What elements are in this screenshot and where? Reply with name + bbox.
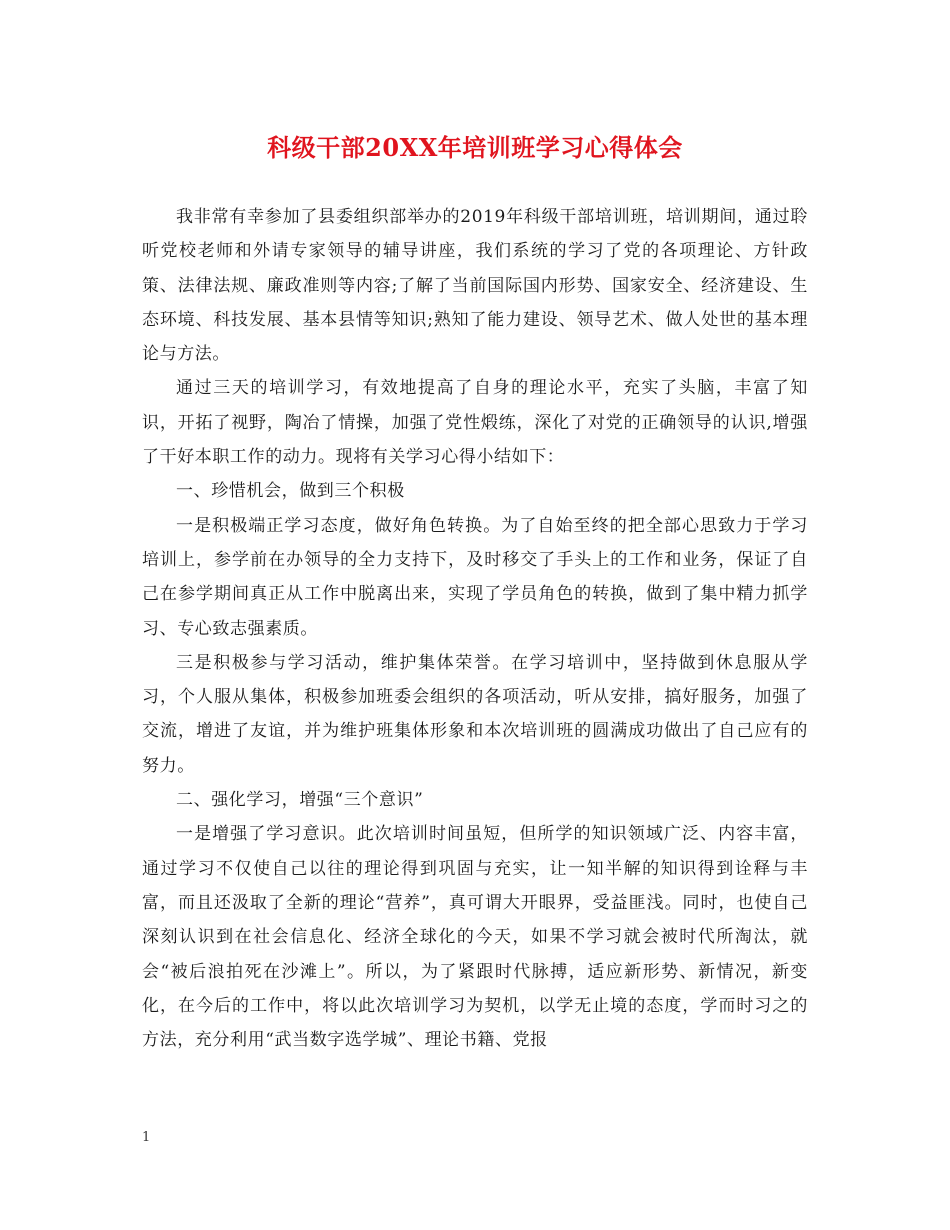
document-title: 科级干部20XX年培训班学习心得体会 (267, 133, 683, 162)
section-heading-1: 一、珍惜机会，做到三个积极 (176, 481, 405, 502)
paragraph-intro: 我非常有幸参加了县委组织部举办的2019年科级干部培训班，培训期间，通过聆听党校老师和外请专家领导的辅导讲座，我们系统的学习了党的各项理论、方针政策、法律法规、廉政准则等内容;了解了当前国际国内形势、国家安全、经济建设、生态环境、科技发展、基本县情等知识;熟知了能力建设、领导艺术、做人处世的基本理论与方法。 (142, 207, 808, 365)
paragraph-point-1: 一是积极端正学习态度，做好角色转换。为了自始至终的把全部心思致力于学习培训上，参学前在办领导的全力支持下，及时移交了手头上的工作和业务，保证了自己在参学期间真正从工作中脱离出来，实现了学员角色的转换，做到了集中精力抓学习、专心致志强素质。 (142, 515, 808, 639)
paragraph-point-3: 三是积极参与学习活动，维护集体荣誉。在学习培训中，坚持做到休息服从学习，个人服从集体，积极参加班委会组织的各项活动，听从安排，搞好服务，加强了交流，增进了友谊，并为维护班集体形象和本次培训班的圆满成功做出了自己应有的努力。 (142, 652, 808, 776)
paragraph-learning-awareness: 一是增强了学习意识。此次培训时间虽短，但所学的知识领域广泛、内容丰富，通过学习不仅使自己以往的理论得到巩固与充实，让一知半解的知识得到诠释与丰富，而且还汲取了全新的理论“营养”，真可谓大开眼界，受益匪浅。同时，也使自己深刻认识到在社会信息化、经济全球化的今天，如果不学习就会被时代所淘汰，就会“被后浪拍死在沙滩上”。所以，为了紧跟时代脉搏，适应新形势、新情况，新变化，在今后的工作中，将以此次培训学习为契机，以学无止境的态度，学而时习之的方法，充分利用“武当数字选学城”、理论书籍、党报 (142, 824, 808, 1051)
document-body (142, 200, 808, 1057)
page-number: 1 (142, 1130, 151, 1145)
section-heading-2: 二、强化学习，增强“三个意识” (176, 790, 424, 811)
paragraph-summary: 通过三天的培训学习，有效地提高了自身的理论水平，充实了头脑，丰富了知识，开拓了视野，陶冶了情操，加强了党性煅练，深化了对党的正确领导的认识,增强了干好本职工作的动力。现将有关学习心得小结如下： (142, 378, 808, 468)
